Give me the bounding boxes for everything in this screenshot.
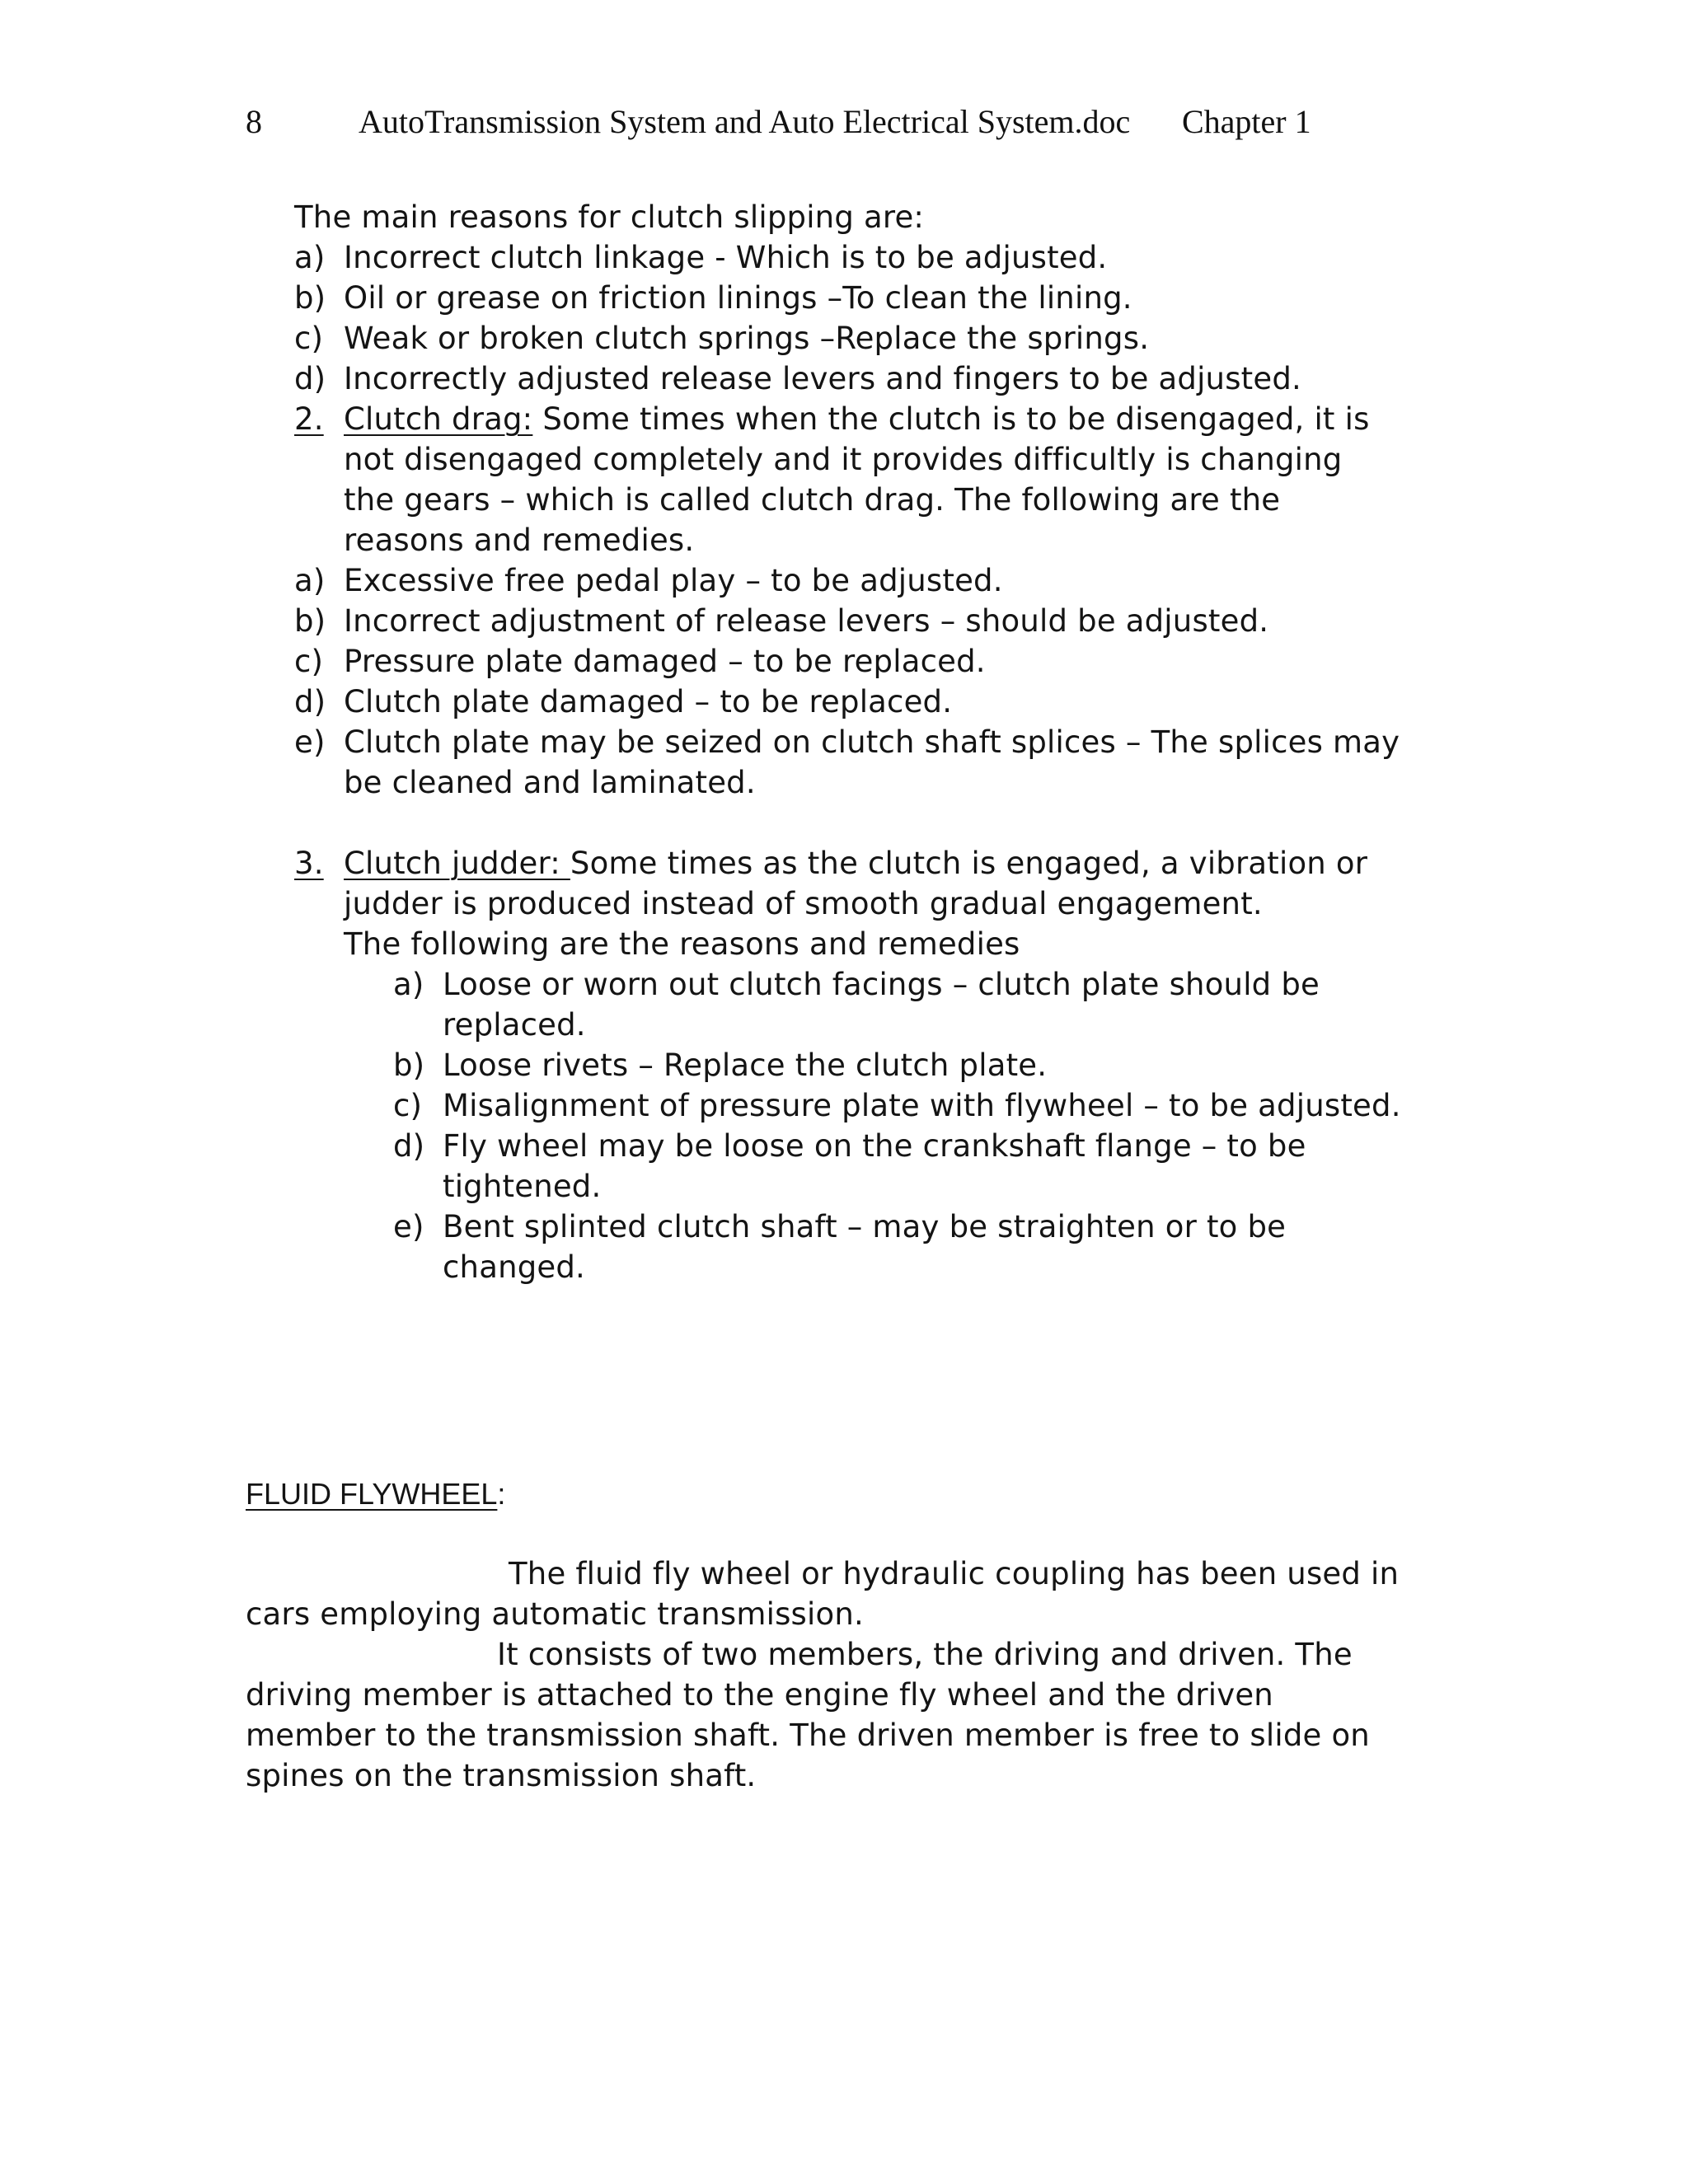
paragraph-line: It consists of two members, the driving and driven. The — [497, 1637, 1353, 1672]
list-marker: e) — [294, 724, 326, 760]
list-item — [393, 964, 1465, 1005]
drag-first-line: Clutch drag: Some times when the clutch is to be disengaged, it is — [344, 401, 1370, 437]
list-item-text: Clutch plate damaged – to be replaced. — [344, 684, 953, 719]
paragraph-line: judder is produced instead of smooth gradual engagement. — [344, 886, 1263, 921]
list-item — [294, 601, 1448, 641]
page-header — [0, 97, 1688, 147]
page-number: 8 — [246, 103, 262, 140]
section-title: Clutch judder: — [344, 846, 570, 881]
list-item-continuation: changed. — [443, 1249, 586, 1285]
heading-colon: : — [497, 1477, 506, 1511]
list-marker: e) — [393, 1209, 424, 1244]
paragraph-line: driving member is attached to the engine fly wheel and the driven — [246, 1677, 1273, 1713]
list-marker: a) — [294, 240, 326, 275]
section-clutch-judder — [294, 843, 1448, 883]
list-item-text: Misalignment of pressure plate with flywheel – to be adjusted. — [443, 1088, 1401, 1123]
list-item-continuation: tightened. — [443, 1169, 602, 1204]
list-item-text: Incorrect adjustment of release levers – should be adjusted. — [344, 603, 1269, 639]
heading-text: FLUID FLYWHEEL — [246, 1477, 498, 1511]
paragraph-line: The fluid fly wheel or hydraulic coupling has been used in — [509, 1556, 1400, 1591]
list-item — [294, 682, 1448, 722]
chapter-label: Chapter 1 — [1182, 103, 1311, 140]
list-item-text: Oil or grease on friction linings –To clean the lining. — [344, 280, 1132, 316]
section-number: 3. — [294, 846, 324, 881]
list-item — [393, 1085, 1465, 1126]
list-item — [393, 1126, 1465, 1166]
list-item — [393, 1045, 1465, 1085]
slipping-intro: The main reasons for clutch slipping are: — [294, 199, 925, 235]
section-heading — [246, 1474, 505, 1515]
list-marker: d) — [294, 361, 326, 396]
judder-first-line: Clutch judder: Some times as the clutch is engaged, a vibration or — [344, 846, 1368, 881]
list-item-continuation: replaced. — [443, 1007, 586, 1043]
list-item-text: Loose or worn out clutch facings – clutch plate should be — [443, 967, 1320, 1002]
list-marker: a) — [294, 563, 326, 598]
list-marker: d) — [294, 684, 326, 719]
list-item-text: Excessive free pedal play – to be adjusted. — [344, 563, 1003, 598]
list-item — [294, 560, 1448, 601]
list-item — [294, 278, 1448, 318]
list-marker: a) — [393, 967, 424, 1002]
list-item-text: Fly wheel may be loose on the crankshaft flange – to be — [443, 1128, 1306, 1164]
list-item — [294, 237, 1448, 278]
section-clutch-drag — [294, 399, 1448, 439]
section-title: Clutch drag: — [344, 401, 533, 437]
paragraph-line: cars employing automatic transmission. — [246, 1596, 864, 1632]
list-item-text: Bent splinted clutch shaft – may be straighten or to be — [443, 1209, 1287, 1244]
list-item — [294, 641, 1448, 682]
section-number: 2. — [294, 401, 324, 437]
list-marker: c) — [393, 1088, 423, 1123]
paragraph-line: not disengaged completely and it provides difficultly is changing — [344, 442, 1343, 477]
list-item-text: Pressure plate damaged – to be replaced. — [344, 644, 986, 679]
list-item-text: Incorrectly adjusted release levers and fingers to be adjusted. — [344, 361, 1302, 396]
list-marker: c) — [294, 644, 324, 679]
document-title: AutoTransmission System and Auto Electrical System.doc — [359, 103, 1131, 140]
list-item-text: Weak or broken clutch springs –Replace the springs. — [344, 321, 1150, 356]
paragraph-line: reasons and remedies. — [344, 523, 695, 558]
list-item-continuation: be cleaned and laminated. — [344, 765, 756, 800]
list-marker: b) — [294, 280, 326, 316]
list-marker: b) — [393, 1047, 425, 1083]
list-item — [393, 1207, 1465, 1247]
list-item — [294, 318, 1448, 359]
list-marker: d) — [393, 1128, 425, 1164]
list-item-text: Incorrect clutch linkage - Which is to be adjusted. — [344, 240, 1108, 275]
list-marker: c) — [294, 321, 324, 356]
list-marker: b) — [294, 603, 326, 639]
list-item-text: Loose rivets – Replace the clutch plate. — [443, 1047, 1048, 1083]
list-item — [294, 359, 1448, 399]
paragraph-line: the gears – which is called clutch drag. The following are the — [344, 482, 1281, 518]
list-item-text: Clutch plate may be seized on clutch shaft splices – The splices may — [344, 724, 1400, 760]
paragraph-line: member to the transmission shaft. The driven member is free to slide on — [246, 1718, 1370, 1753]
paragraph-line: The following are the reasons and remedies — [344, 926, 1020, 962]
paragraph-line: spines on the transmission shaft. — [246, 1758, 757, 1793]
list-item — [294, 722, 1448, 762]
